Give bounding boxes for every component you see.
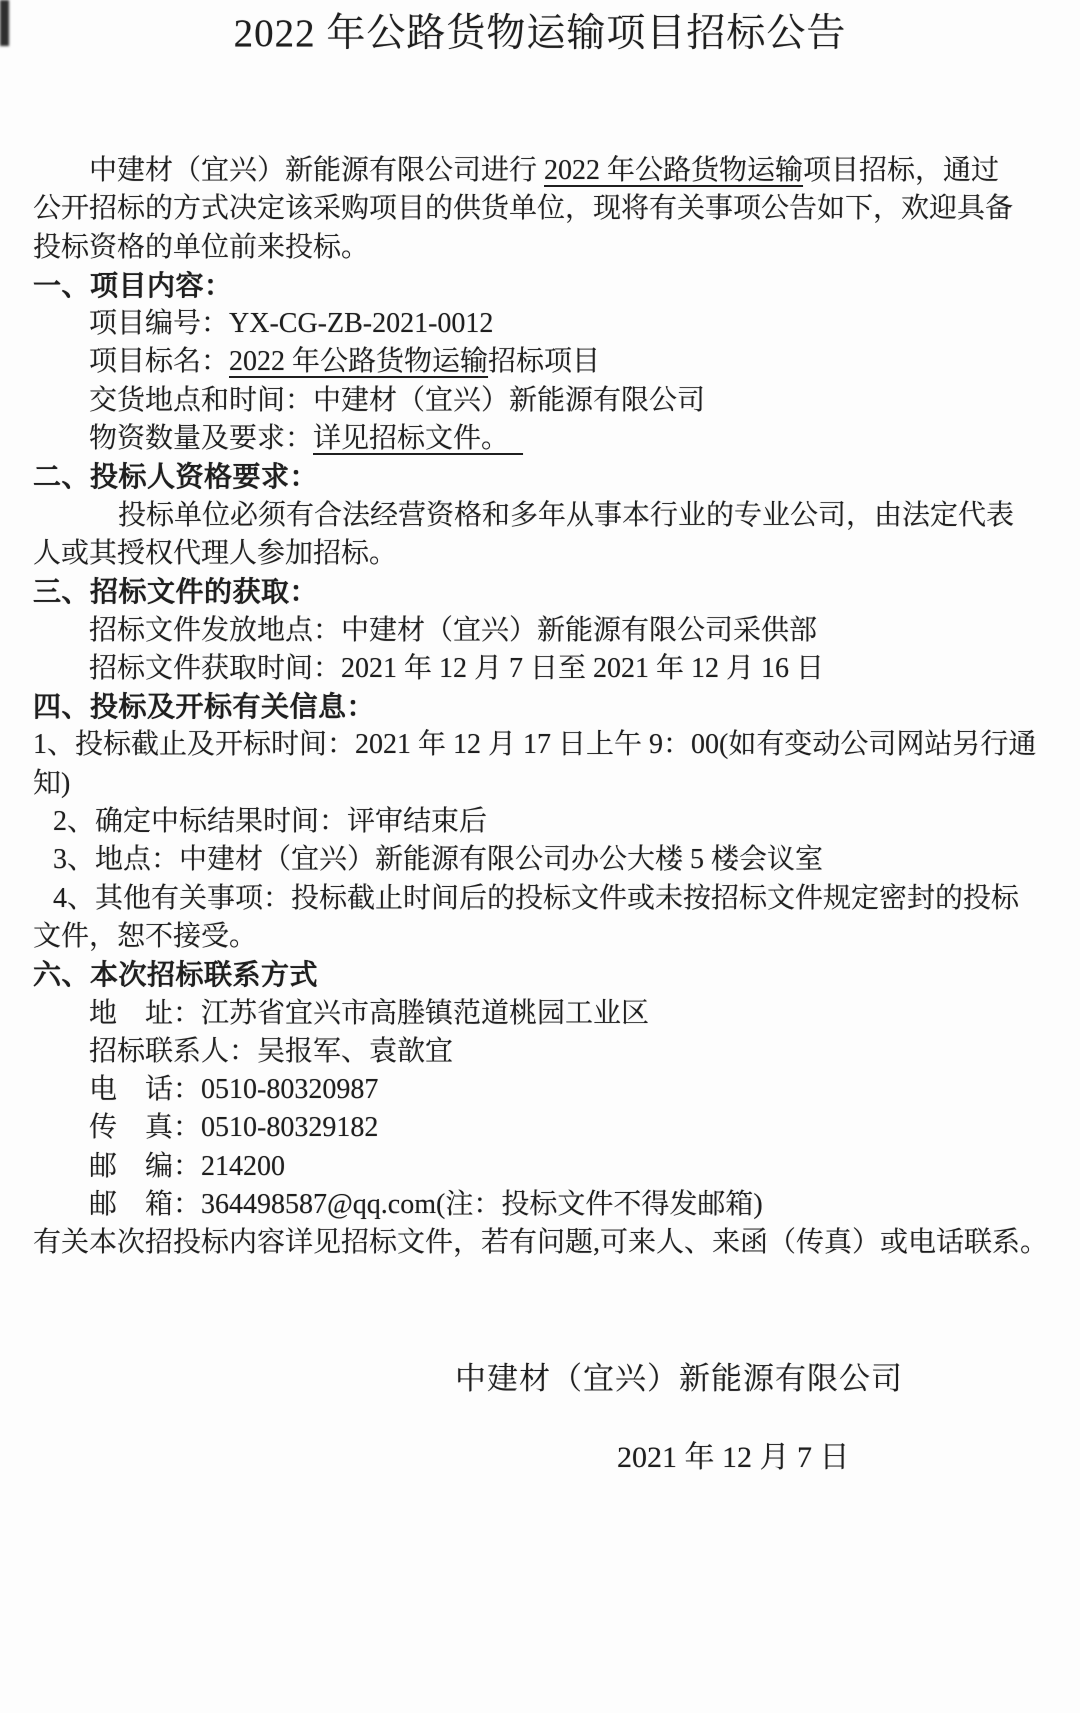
fax-line: 传 真：0510-80329182 [89,1112,379,1144]
address-line: 地 址：江苏省宜兴市高塍镇范道桃园工业区 [89,997,650,1029]
bid-deadline-line-2: 知) [33,767,71,799]
project-name-label: 项目标名： [89,346,230,378]
section-4-heading: 四、投标及开标有关信息： [33,691,376,723]
project-name-line [33,343,1047,381]
phone-line: 电 话：0510-80320987 [89,1074,379,1106]
section-1-heading: 一、项目内容： [33,269,233,301]
issue-place-line: 招标文件发放地点：中建材（宜兴）新能源有限公司采供部 [89,614,818,646]
document-title: 2022 年公路货物运输项目招标公告 [233,12,847,55]
open-location-line: 3、地点：中建材（宜兴）新能源有限公司办公大楼 5 楼会议室 [53,844,824,876]
section-2-heading: 二、投标人资格要求： [33,461,319,493]
document-body [0,152,1080,1478]
intro-line-1-underlined: 2022 年公路货物运输 [544,155,804,186]
intro-line-1 [33,152,1047,190]
project-name-post: 招标项目 [488,346,601,378]
closing-line: 有关本次招投标内容详见招标文件，若有问题,可来人、来函（传真）或电话联系。 [33,1227,1049,1259]
obtain-time-line: 招标文件获取时间：2021 年 12 月 7 日至 2021 年 12 月 16 日 [89,652,825,684]
qualification-line-1: 投标单位必须有合法经营资格和多年从事本行业的专业公司，由法定代表 [118,499,1015,531]
result-time-line: 2、确定中标结果时间：评审结束后 [53,806,488,838]
section-3-heading: 三、招标文件的获取： [33,576,319,608]
project-name-underlined: 2022 年公路货物运输 [229,346,489,378]
intro-line-3: 投标资格的单位前来投标。 [33,231,370,263]
intro-line-1-post: 项目招标，通过 [803,155,1000,186]
qualification-line-2: 人或其授权代理人参加招标。 [33,537,398,569]
intro-line-1-pre: 中建材（宜兴）新能源有限公司进行 [89,155,545,186]
other-matters-line-2: 文件，恕不接受。 [33,920,258,952]
quantity-underlined: 详见招标文件。 [313,423,524,455]
delivery-line: 交货地点和时间：中建材（宜兴）新能源有限公司 [89,384,706,416]
bid-deadline-line-1: 1、投标截止及开标时间：2021 年 12 月 17 日上午 9：00(如有变动公司网站另行通 [33,729,1037,761]
intro-line-2: 公开招标的方式决定该采购项目的供货单位，现将有关事项公告如下，欢迎具备 [33,193,1014,225]
project-number-line: 项目编号：YX-CG-ZB-2021-0012 [89,308,494,340]
section-6-heading: 六、本次招标联系方式 [33,959,319,991]
other-matters-line-1: 4、其他有关事项：投标截止时间后的投标文件或未按招标文件规定密封的投标 [53,882,1020,914]
contact-person-line: 招标联系人：吴报军、袁歆宜 [89,1035,454,1067]
signature-company: 中建材（宜兴）新能源有限公司 [455,1360,903,1396]
postcode-line: 邮 编：214200 [89,1150,286,1182]
scan-edge-artifact [0,0,9,46]
email-line: 邮 箱：364498587@qq.com(注：投标文件不得发邮箱) [89,1189,763,1221]
signature-date: 2021 年 12 月 7 日 [617,1440,850,1474]
quantity-label: 物资数量及要求： [89,423,314,455]
quantity-line [33,420,1047,458]
